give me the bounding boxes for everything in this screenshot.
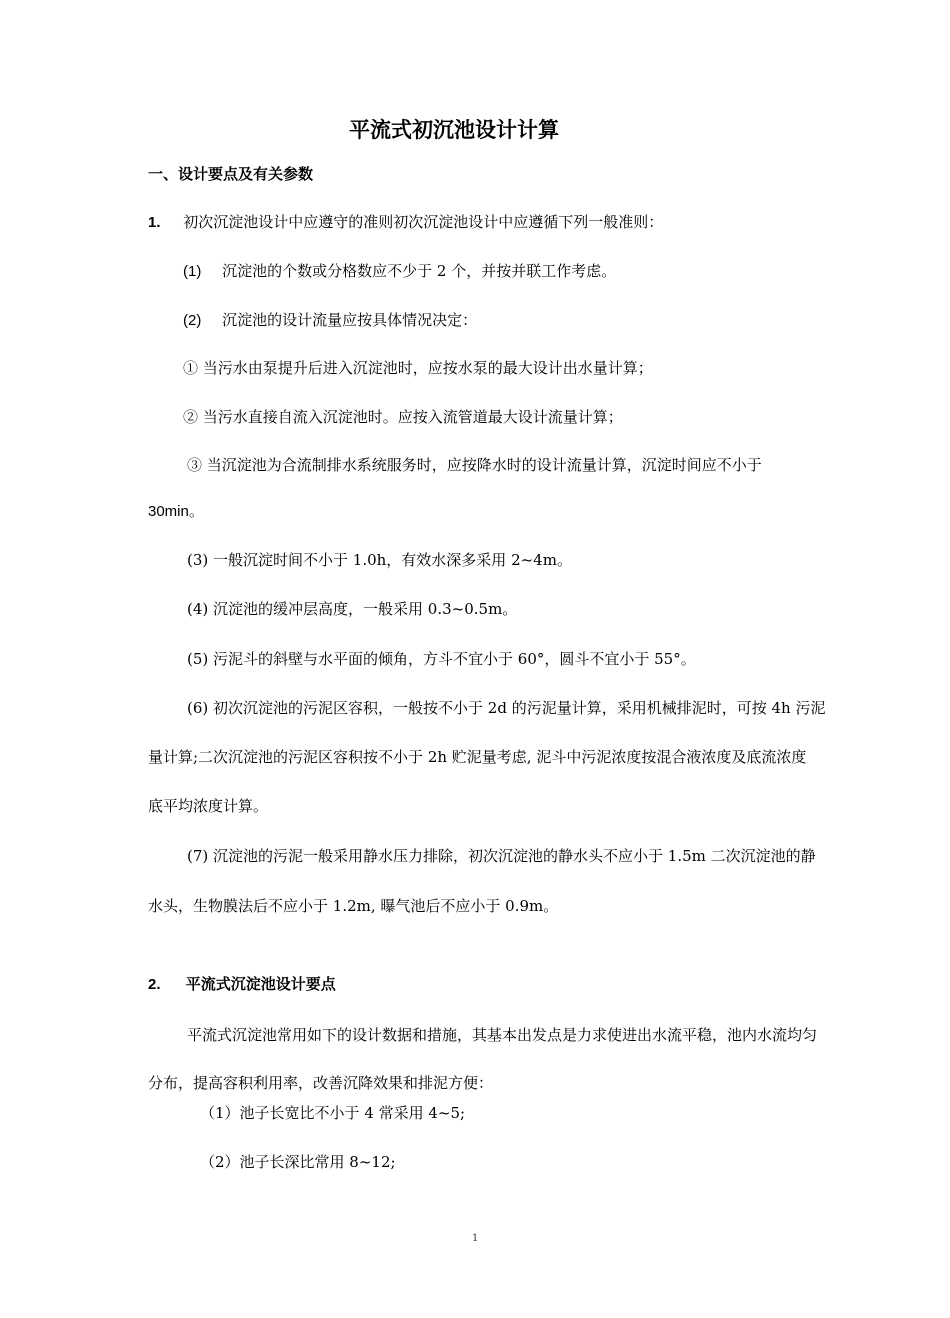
list-item-2: （2）池子长深比常用 8~12; (200, 1153, 396, 1171)
paragraph-4: (4) 沉淀池的缓冲层高度，一般采用 0.3~0.5m。 (187, 600, 518, 618)
paragraph-1-text: 沉淀池的个数或分格数应不少于 2 个，并按并联工作考虑。 (222, 262, 617, 280)
paragraph-6-line-3: 底平均浓度计算。 (148, 797, 269, 815)
condition-3-line-1: ③ 当沉淀池为合流制排水系统服务时，应按降水时的设计流量计算，沉淀时间应不小于 (187, 456, 762, 474)
paragraph-1 (183, 261, 616, 282)
paragraph-7-line-2: 水头，生物膜法后不应小于 1.2m, 曝气池后不应小于 0.9m。 (148, 897, 559, 915)
item-2-number: 2. (148, 976, 161, 993)
page-title: 平流式初沉池设计计算 (349, 118, 559, 142)
item-1 (148, 212, 663, 233)
paragraph-8-line-2: 分布，提高容积利用率，改善沉降效果和排泥方便： (148, 1074, 494, 1092)
section-heading: 一、设计要点及有关参数 (148, 165, 314, 183)
paragraph-8-line-1: 平流式沉淀池常用如下的设计数据和措施，其基本出发点是力求使进出水流平稳，池内水流均匀 (187, 1026, 818, 1044)
paragraph-3: (3) 一般沉淀时间不小于 1.0h，有效水深多采用 2~4m。 (187, 551, 572, 569)
item-2 (148, 974, 336, 995)
paragraph-6-line-2: 量计算;二次沉淀池的污泥区容积按不小于 2h 贮泥量考虑, 泥斗中污泥浓度按混合液浓度及底流浓度 (148, 748, 807, 766)
paragraph-1-number: (1) (183, 263, 202, 280)
paragraph-5: (5) 污泥斗的斜壁与水平面的倾角，方斗不宜小于 60°，圆斗不宜小于 55°。 (187, 650, 696, 668)
paragraph-2 (183, 310, 477, 331)
item-2-text: 平流式沉淀池设计要点 (185, 975, 336, 993)
page-number: 1 (472, 1233, 479, 1244)
condition-1: ① 当污水由泵提升后进入沉淀池时，应按水泵的最大设计出水量计算； (183, 359, 653, 377)
item-1-number: 1. (148, 214, 161, 231)
item-1-text: 初次沉淀池设计中应遵守的准则初次沉淀池设计中应遵循下列一般准则： (183, 213, 664, 231)
paragraph-6-line-1: (6) 初次沉淀池的污泥区容积，一般按不小于 2d 的污泥量计算，采用机械排泥时，可按 4h 污泥 (187, 699, 826, 717)
list-item-1: （1）池子长宽比不小于 4 常采用 4~5; (200, 1104, 466, 1122)
paragraph-7-line-1: (7) 沉淀池的污泥一般采用静水压力排除，初次沉淀池的静水头不应小于 1.5m 二次沉淀池的静 (187, 847, 816, 865)
paragraph-2-number: (2) (183, 312, 202, 329)
condition-3-line-2: 30min。 (148, 503, 204, 520)
condition-2: ② 当污水直接自流入沉淀池时。应按入流管道最大设计流量计算； (183, 408, 623, 426)
paragraph-2-text: 沉淀池的设计流量应按具体情况决定： (222, 311, 478, 329)
